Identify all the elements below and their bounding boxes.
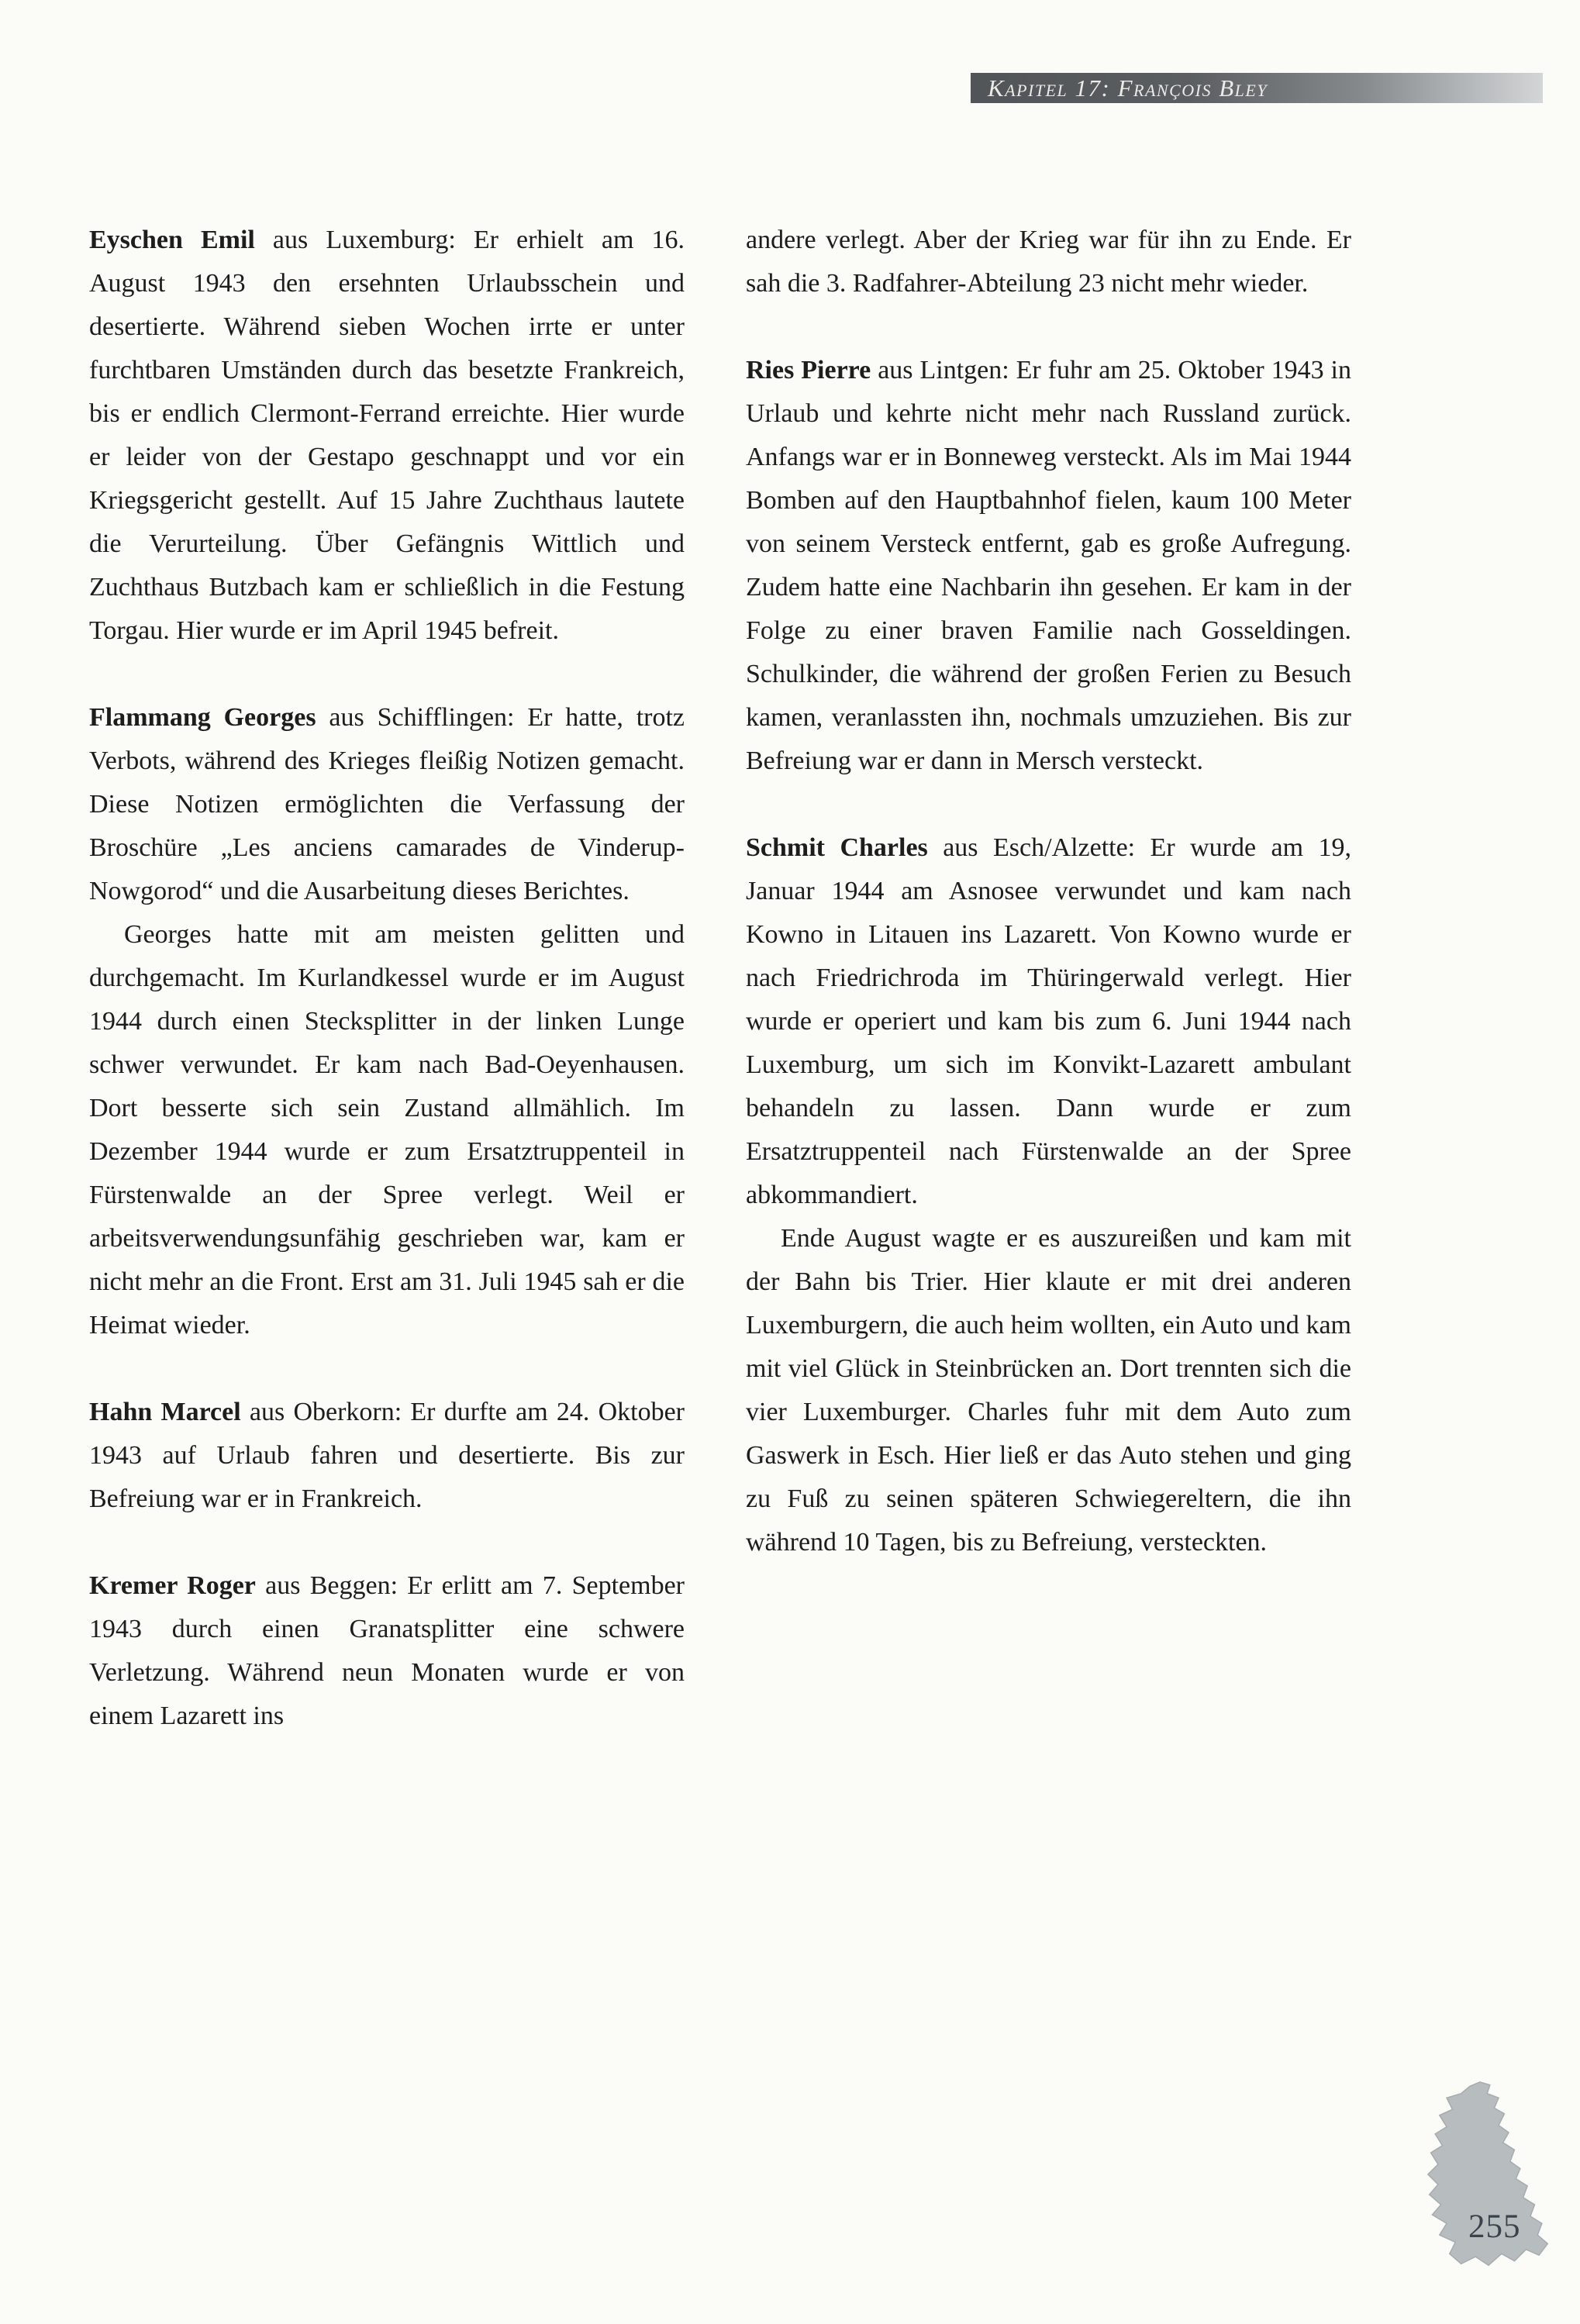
entry-text-ries-pierre: aus Lintgen: Er fuhr am 25. Oktober 1943 in Urlaub und kehrte nicht mehr nach Russland zurück. Anfangs war er in Bonneweg versteckt. Als im Mai 1944 Bomben auf den Hauptbahnhof fielen, kaum 100 Meter von seinem Versteck entfernt, gab es große Aufregung. Zudem hatte eine Nachbarin ihn gesehen. Er kam in der Folge zu einer braven Familie nach Gosseldingen. Schulkinder, die während der großen Ferien zu Besuch kamen, veranlassten ihn, nochmals umzuziehen. Bis zur Befreiung war er dann in Mersch versteckt. bbox=[746, 356, 1351, 775]
entry-name-flammang-georges: Flammang Georges bbox=[89, 703, 316, 732]
entry-text-schmit-continuation: Ende August wagte er es auszureißen und kam mit der Bahn bis Trier. Hier klaute er mit drei anderen Luxemburgern, die auch heim wollten, ein Auto und kam mit viel Glück in Steinbrücken an. Dort trennten sich die vier Luxemburger. Charles fuhr mit dem Auto zum Gaswerk in Esch. Hier ließ er das Auto stehen und ging zu Fuß zu seinen späteren Schwiegereltern, die ihn während 10 Tagen, bis zu Befreiung, versteckten. bbox=[746, 1224, 1351, 1557]
paragraph-kremer-roger bbox=[89, 1564, 685, 1738]
paragraph-schmit-continuation bbox=[746, 1217, 1351, 1564]
paragraph-eyschen-emil bbox=[89, 219, 685, 653]
entry-name-kremer-roger: Kremer Roger bbox=[89, 1571, 256, 1600]
entry-name-ries-pierre: Ries Pierre bbox=[746, 356, 871, 384]
entry-name-eyschen-emil: Eyschen Emil bbox=[89, 226, 255, 254]
paragraph-flammang-georges bbox=[89, 696, 685, 913]
paragraph-schmit-charles bbox=[746, 826, 1351, 1217]
entry-text-flammang-georges: aus Schifflingen: Er hatte, trotz Verbots, während des Krieges fleißig Notizen gemacht. Diese Notizen ermöglichten die Verfassung der Broschüre „Les anciens camarades de Vinderup-Nowgorod“ und die Ausarbeitung dieses Berichtes. bbox=[89, 703, 685, 905]
text-column-left bbox=[89, 219, 685, 1738]
entry-text-hahn-marcel: aus Oberkorn: Er durfte am 24. Oktober 1943 auf Urlaub fahren und desertierte. Bis zur Befreiung war er in Frankreich. bbox=[89, 1398, 685, 1513]
paragraph-georges-continuation bbox=[89, 913, 685, 1347]
entry-name-hahn-marcel: Hahn Marcel bbox=[89, 1398, 241, 1426]
entry-text-kremer-roger: aus Beggen: Er erlitt am 7. September 1943 durch einen Granatsplitter eine schwere Verletzung. Während neun Monaten wurde er von einem Lazarett ins bbox=[89, 1571, 685, 1730]
page-number: 255 bbox=[1468, 2208, 1521, 2245]
text-column-right bbox=[746, 219, 1351, 1564]
chapter-header-bar bbox=[971, 73, 1543, 103]
paragraph-ries-pierre bbox=[746, 349, 1351, 783]
paragraph-hahn-marcel bbox=[89, 1391, 685, 1521]
entry-text-kremer-continuation: andere verlegt. Aber der Krieg war für ihn zu Ende. Er sah die 3. Radfahrer-Abteilung 23 nicht mehr wieder. bbox=[746, 226, 1351, 298]
entry-text-schmit-charles: aus Esch/Alzette: Er wurde am 19, Januar 1944 am Asnosee verwundet und kam nach Kowno in Litauen ins Lazarett. Von Kowno wurde er nach Friedrichroda im Thüringerwald verlegt. Hier wurde er operiert und kam bis zum 6. Juni 1944 nach Luxemburg, um sich im Konvikt-Lazarett ambulant behandeln zu lassen. Dann wurde er zum Ersatztruppenteil nach Fürstenwalde an der Spree abkommandiert. bbox=[746, 833, 1351, 1209]
entry-text-eyschen-emil: aus Luxemburg: Er erhielt am 16. August 1943 den ersehnten Urlaubsschein und desertierte. Während sieben Wochen irrte er unter furchtbaren Umständen durch das besetzte Frankreich, bis er endlich Clermont-Ferrand erreichte. Hier wurde er leider von der Gestapo geschnappt und vor ein Kriegsgericht gestellt. Auf 15 Jahre Zuchthaus lautete die Verurteilung. Über Gefängnis Wittlich und Zuchthaus Butzbach kam er schließlich in die Festung Torgau. Hier wurde er im April 1945 befreit. bbox=[89, 226, 685, 645]
entry-text-georges-continuation: Georges hatte mit am meisten gelitten und durchgemacht. Im Kurlandkessel wurde er im August 1944 durch einen Stecksplitter in der linken Lunge schwer verwundet. Er kam nach Bad-Oeyenhausen. Dort besserte sich sein Zustand allmählich. Im Dezember 1944 wurde er zum Ersatztruppenteil in Fürstenwalde an der Spree verlegt. Weil er arbeitsverwendungsunfähig geschrieben war, kam er nicht mehr an die Front. Erst am 31. Juli 1945 sah er die Heimat wieder. bbox=[89, 920, 685, 1340]
paragraph-kremer-continuation bbox=[746, 219, 1351, 305]
entry-name-schmit-charles: Schmit Charles bbox=[746, 833, 928, 862]
chapter-title: Kapitel 17: François Bley bbox=[988, 74, 1268, 102]
